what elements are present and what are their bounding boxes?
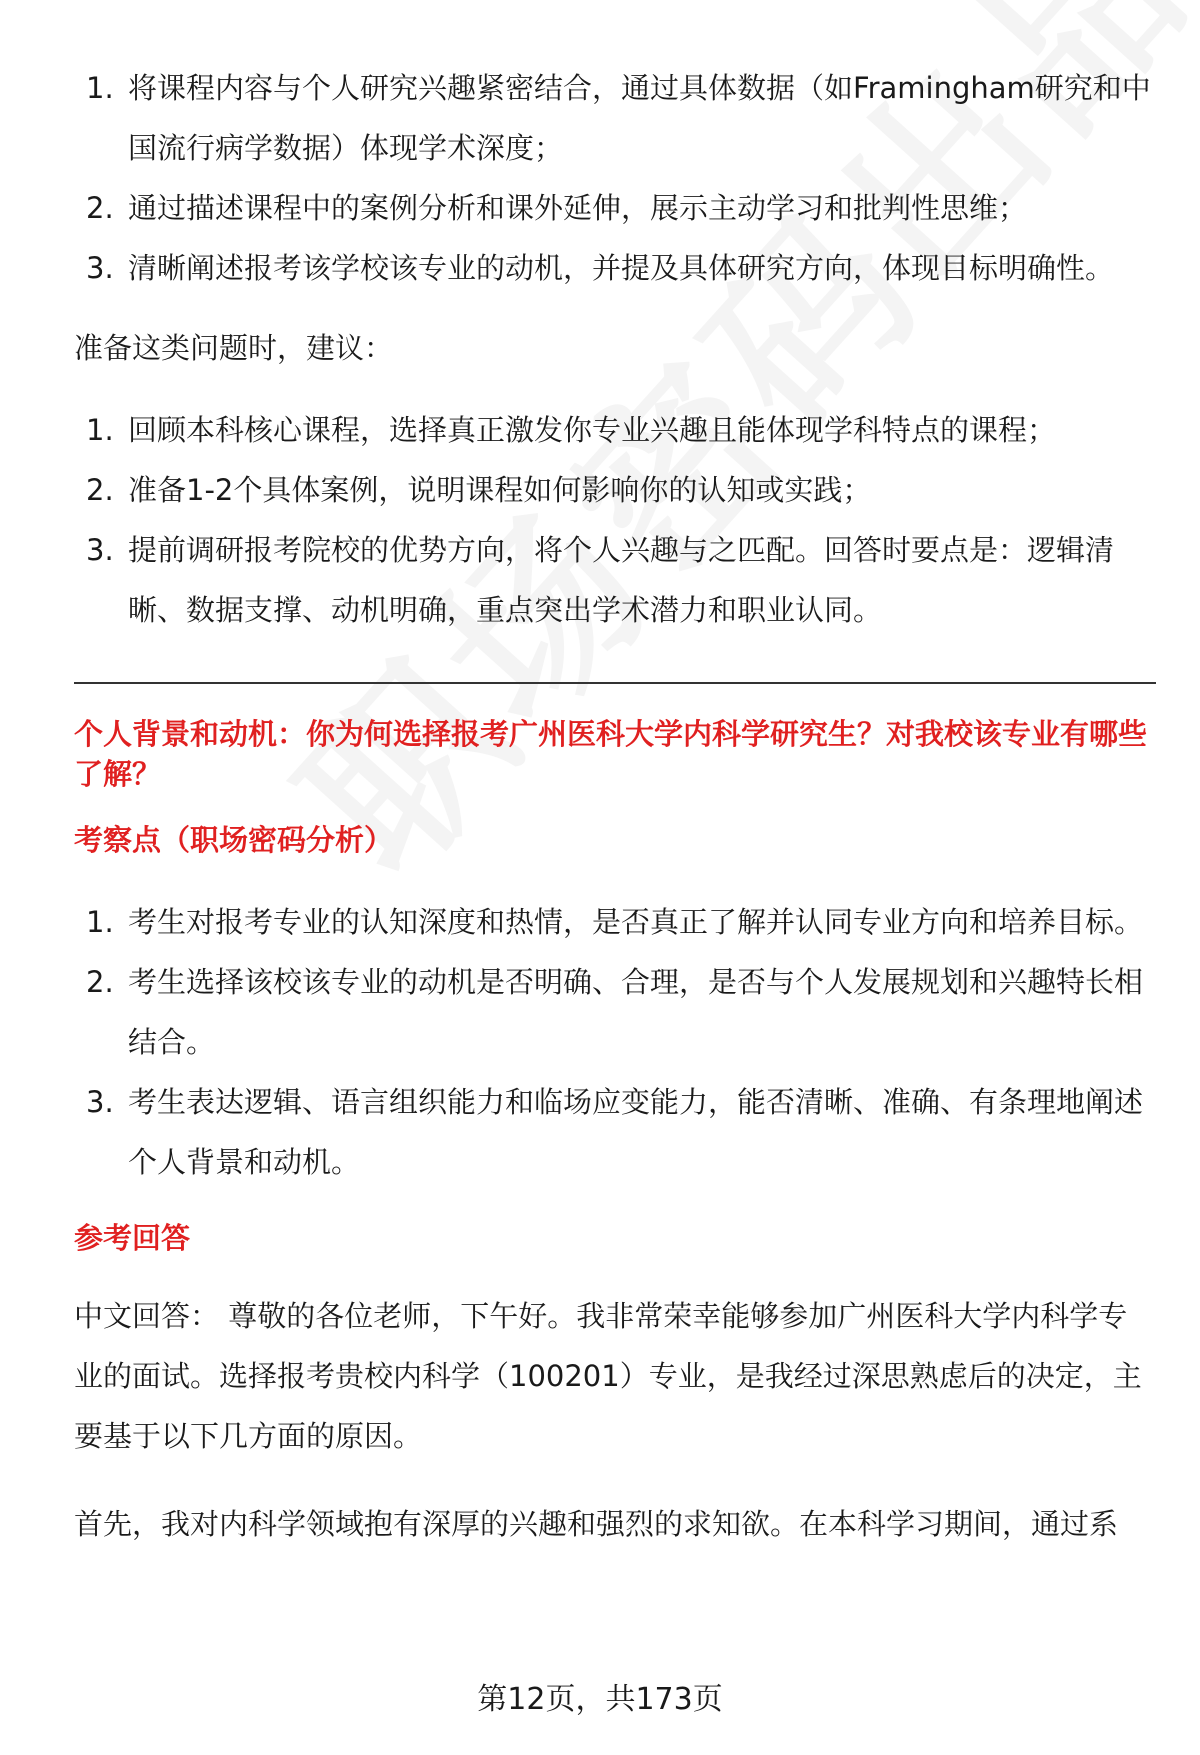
advice-list xyxy=(74,400,1156,640)
list-number: 2. xyxy=(86,473,114,507)
list-number: 1. xyxy=(86,413,114,447)
answer-paragraph: 首先，我对内科学领域抱有深厚的兴趣和强烈的求知欲。在本科学习期间，通过系 xyxy=(74,1507,1119,1541)
list-number: 3. xyxy=(86,251,114,285)
list-number: 3. xyxy=(86,533,114,567)
exam-points-list xyxy=(74,892,1156,1192)
list-item xyxy=(74,400,1156,460)
list-number: 1. xyxy=(86,71,114,105)
list-text: 回顾本科核心课程，选择真正激发你专业兴趣且能体现学科特点的课程； xyxy=(128,413,1057,447)
list-text: 准备1-2个具体案例，说明课程如何影响你的认知或实践； xyxy=(128,473,872,507)
list-number: 2. xyxy=(86,191,114,225)
list-text: 考生选择该校该专业的动机是否明确、合理，是否与个人发展规划和兴趣特长相结合。 xyxy=(128,965,1144,1059)
list-number: 3. xyxy=(86,1085,114,1119)
list-text: 将课程内容与个人研究兴趣紧密结合，通过具体数据（如Framingham研究和中国流行病学数据）体现学术深度； xyxy=(128,71,1151,165)
list-item xyxy=(74,520,1156,640)
question-heading: 个人背景和动机：你为何选择报考广州医科大学内科学研究生？对我校该专业有哪些了解？ xyxy=(74,717,1148,791)
list-text: 考生对报考专业的认知深度和热情，是否真正了解并认同专业方向和培养目标。 xyxy=(128,905,1144,939)
page-footer: 第12页，共173页 xyxy=(477,1682,723,1717)
advice-intro: 准备这类问题时，建议： xyxy=(74,331,394,365)
list-item xyxy=(74,892,1156,952)
list-number: 2. xyxy=(86,965,114,999)
list-item xyxy=(74,178,1156,238)
list-item xyxy=(74,1072,1156,1192)
document-page xyxy=(74,58,1156,1554)
list-text: 提前调研报考院校的优势方向，将个人兴趣与之匹配。回答时要点是：逻辑清晰、数据支撑、动机明确，重点突出学术潜力和职业认同。 xyxy=(128,533,1115,627)
list-text: 清晰阐述报考该学校该专业的动机，并提及具体研究方向，体现目标明确性。 xyxy=(128,251,1115,285)
section-divider xyxy=(74,682,1156,684)
list-item xyxy=(74,460,1156,520)
list-item xyxy=(74,238,1156,298)
list-item xyxy=(74,952,1156,1072)
exam-points-heading: 考察点（职场密码分析） xyxy=(74,823,394,857)
list-text: 考生表达逻辑、语言组织能力和临场应变能力，能否清晰、准确、有条理地阐述个人背景和动机。 xyxy=(128,1085,1144,1179)
reference-answer-heading: 参考回答 xyxy=(74,1221,191,1255)
list-text: 通过描述课程中的案例分析和课外延伸，展示主动学习和批判性思维； xyxy=(128,191,1028,225)
list-item xyxy=(74,58,1156,178)
summary-list xyxy=(74,58,1156,298)
list-number: 1. xyxy=(86,905,114,939)
answer-paragraph: 中文回答： 尊敬的各位老师，下午好。我非常荣幸能够参加广州医科大学内科学专业的面试。选择报考贵校内科学（100201）专业，是我经过深思熟虑后的决定，主要基于以下几方面的原因。 xyxy=(74,1299,1142,1453)
